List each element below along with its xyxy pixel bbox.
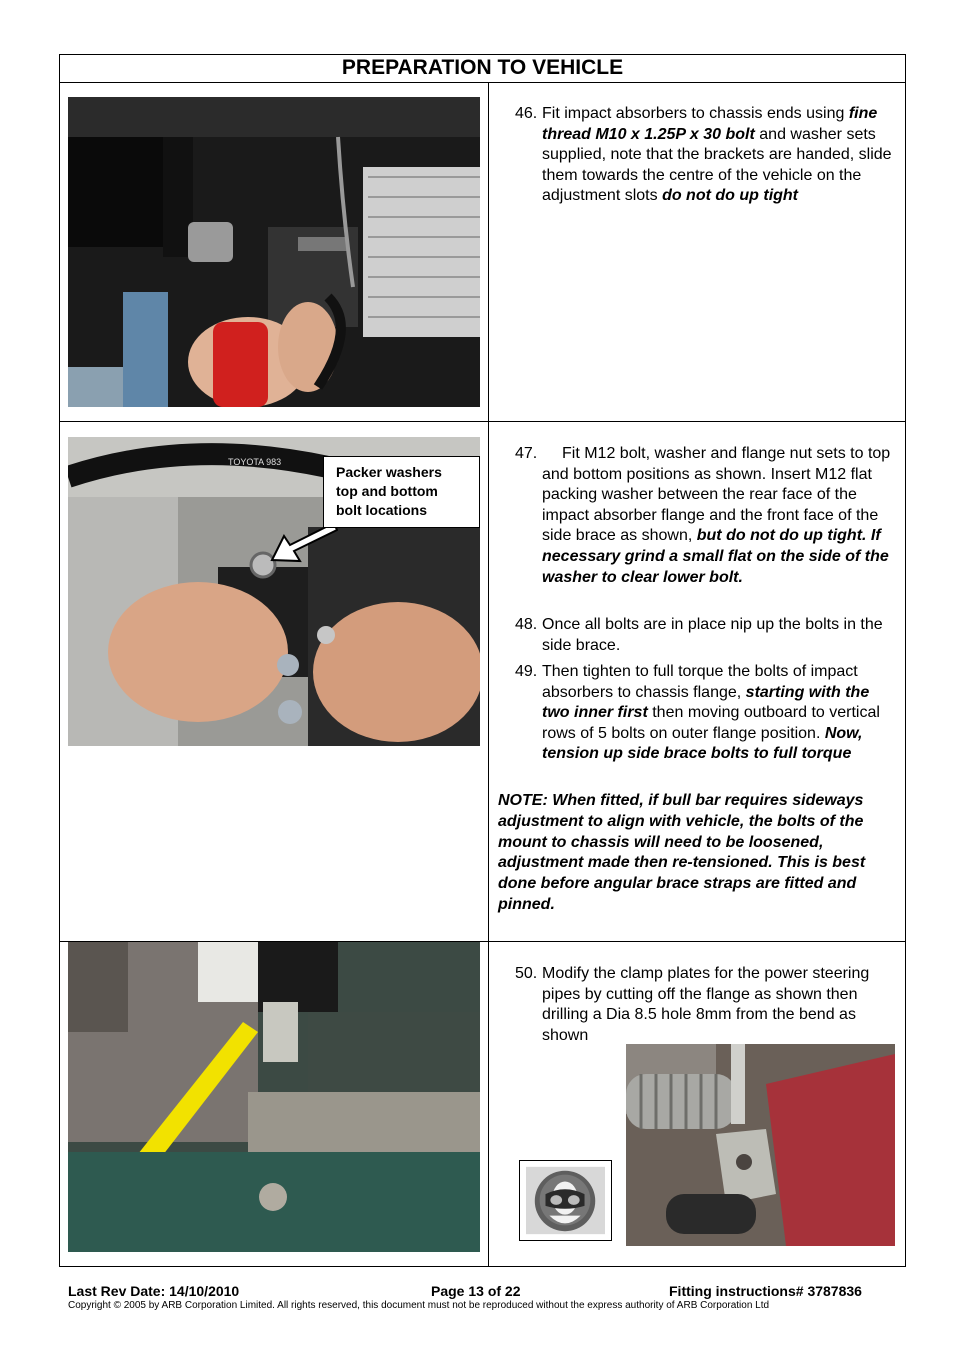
photo-step-50: [68, 942, 480, 1252]
step-text: Modify the clamp plates for the power steering pipes by cutting off the flange as shown then drilling a Dia 8.5 hole 8mm from the bend as shown: [542, 965, 870, 1044]
step-number: 49.: [515, 663, 538, 680]
callout-label: [323, 456, 480, 528]
fitting-note: NOTE: When fitted, if bull bar requires sideways adjustment to align with vehicle, the bolts of the mount to chassis will need to be loosened, adjustment made then re-tensioned. This is best done before angular brace straps are fitted and pinned.: [498, 792, 866, 913]
step-text-part: Fit impact absorbers to chassis ends using: [542, 105, 849, 122]
step-emphasis: Now, tension up side brace bolts to full torque: [542, 724, 863, 763]
step-emphasis: do not do up tight: [662, 187, 799, 205]
photo-step-46: [68, 97, 480, 407]
callout-line-1: Packer washers: [336, 464, 442, 480]
column-divider: [488, 83, 489, 1267]
step-number: 48.: [515, 616, 538, 633]
step-text: [542, 662, 900, 765]
footer-instructions-number: Fitting instructions# 3787836: [669, 1283, 862, 1299]
callout-line-2: top and bottom: [336, 483, 438, 499]
step-emphasis: fine thread M10 x 1.25P x 30 bolt: [542, 105, 878, 143]
step-text-part: and washer sets supplied, note that the brackets are handed, slide them towards the centre of the vehicle on the adjustment slots: [542, 125, 892, 205]
step-text: Once all bolts are in place nip up the bolts in the side brace.: [542, 616, 883, 654]
step-emphasis: but do not do up tight. If necessary grind a small flat on the side of the washer to clear lower bolt.: [542, 527, 889, 586]
footer-copyright: Copyright © 2005 by ARB Corporation Limited. All rights reserved, this document must not be reproduced without the express authority of ARB Corporation Ltd: [68, 1300, 770, 1311]
step-number: 50.: [515, 965, 538, 982]
callout-line-3: bolt locations: [336, 502, 427, 518]
eye-protection-icon: [519, 1160, 612, 1241]
row-divider-1: [59, 421, 906, 422]
step-text: [542, 444, 900, 588]
step-text-part: then moving outboard to vertical rows of 5 bolts on outer flange position.: [542, 704, 880, 742]
footer-rev-date: Last Rev Date: 14/10/2010: [68, 1283, 240, 1299]
footer-page-number: Page 13 of 22: [431, 1283, 521, 1299]
step-text: [542, 104, 900, 207]
step-number: 47.: [515, 445, 538, 462]
hose-print-text: TOYOTA 983: [228, 457, 282, 467]
page-title: PREPARATION TO VEHICLE: [59, 54, 906, 83]
step-number: 46.: [515, 105, 538, 122]
photo-drilling: [626, 1044, 895, 1246]
step-text-part: Fit M12 bolt, washer and flange nut sets to top and bottom positions as shown. Insert M12 flat packing washer between the rear face of the impact absorber flange and the front face of the side brace as shown,: [542, 445, 891, 545]
step-emphasis: starting with the two inner first: [542, 683, 870, 722]
step-text-part: Then tighten to full torque the bolts of impact absorbers to chassis flange,: [542, 663, 858, 701]
